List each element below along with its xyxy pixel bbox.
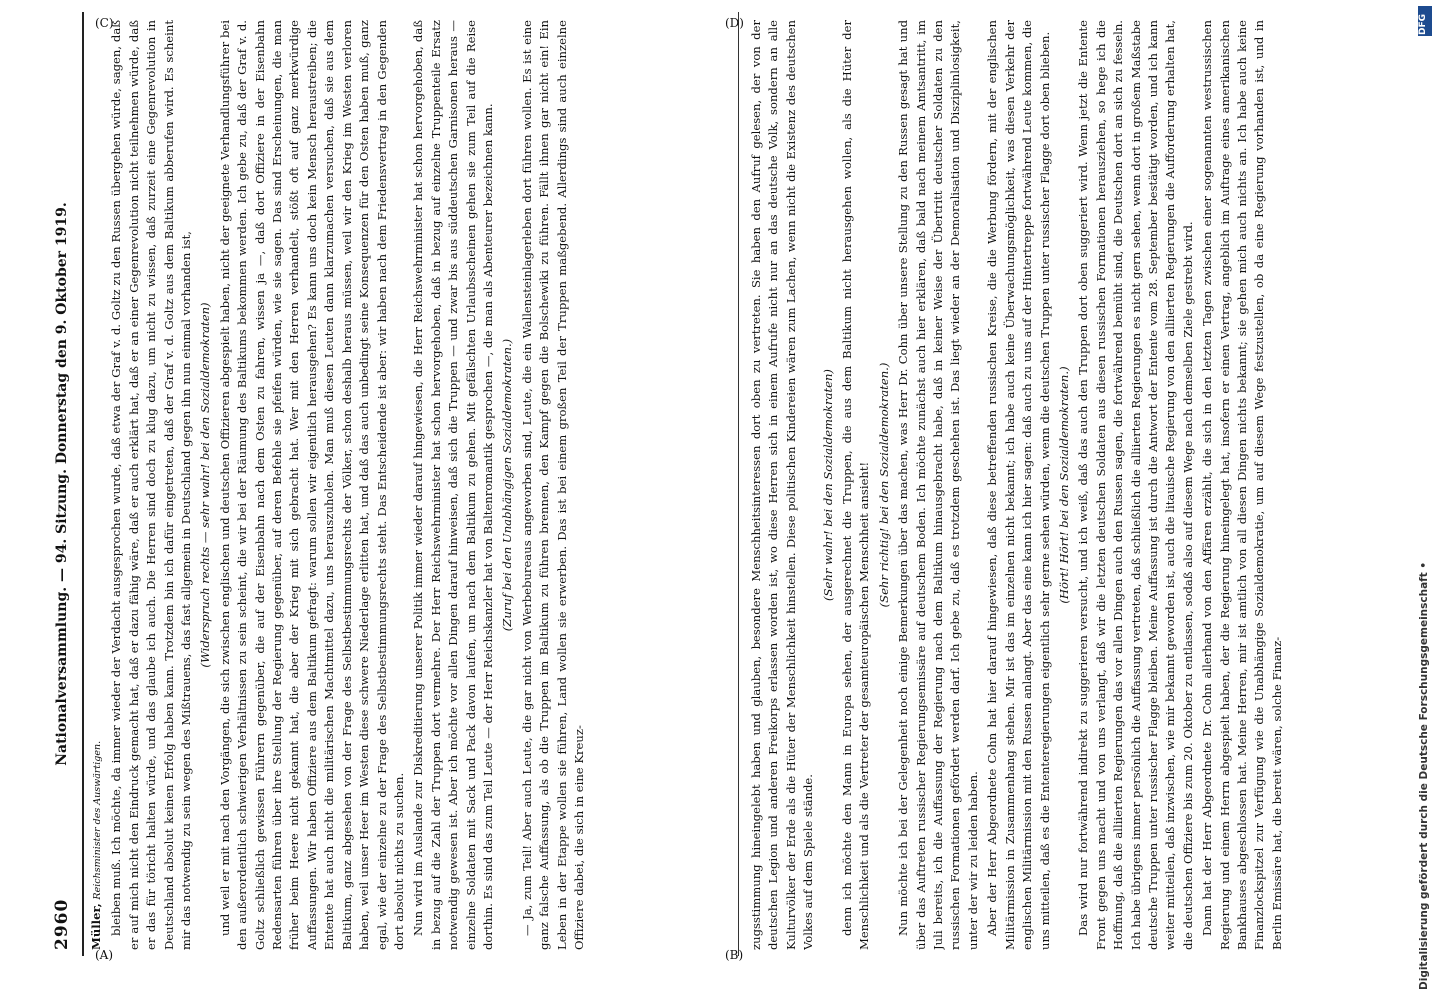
paragraph: denn ich möchte den Mann in Europa sehen, der ausgerechnet die Truppen, die aus dem Baltikum nicht herausgehen wollen, als die Hüter der Menschlichkeit und als die Vertreter der gesamteuropäischen Menschheit ansieht! [840, 20, 872, 950]
interjection: (Sehr wahr! bei den Sozialdemokraten) [820, 369, 835, 601]
margin-marker-c: (C) [95, 16, 114, 30]
speaker-line [88, 20, 106, 950]
paragraph: Nun wird im Auslande zur Diskreditierung unserer Politik immer wieder darauf hingewiesen, die Herr Reichswehrminister hat schon hervorgehoben, daß in bezug auf die Zahl der Truppen dort vermehre. Der Herr Reichswehrminister hat schon hervorgehoben, daß in bezug auf einzelne Truppenteile Ersatz notwendig gewesen ist. Aber ich möchte vor allen Dingen darauf hinweisen, daß sich die Truppen — und zwar bis aus süddeutschen Garnisonen heraus — einzelne Soldaten mit Sack und Pack davon laufen, um nach dem Baltikum zu gehen. Mit gefälschten Urlaubsscheinen gehen sie zum Teil auf die Reise dorthin. Es sind das zum Teil Leute — der Herr Reichskanzler hat von Baltenromantik gesprochen —, die man als Abenteurer bezeichnen kann. [411, 20, 495, 950]
margin-marker-b: (B) [725, 948, 744, 962]
dfg-logo [1418, 6, 1432, 36]
dfg-logo-text: DFG [1418, 13, 1428, 35]
left-column [88, 20, 728, 950]
margin-marker-a: (A) [95, 948, 114, 962]
interjection: (Hört! Hört! bei den Sozialdemokraten.) [1056, 366, 1071, 604]
digitization-sidebar [1416, 0, 1434, 1000]
digitization-credit: Digitalisierung gefördert durch die Deutsche Forschungsgemeinschaft • [1418, 561, 1430, 990]
paragraph: Dann hat der Herr Abgeordnete Dr. Cohn allerhand von den Affären erzählt, die sich in den letzten Tagen zwischen einer sogenannten westrussischen Regierung und einem Herrn abgespielt haben, der die Regierung hineingelegt hat, insofern er einen Vertrag, angeblich im Auftrage eines amerikanischen Bankhauses abgeschlossen hat. Meine Herren, mir ist amtlich von all diesen Dingen nichts bekannt; sie gehen mich auch nichts an. Ich habe auch keine Finanzlockspitzel zur Verfügung wie die Unabhängige Sozialdemokratie, um auf diesem Wege festzustellen, ob da eine Regierung vorhanden ist, und in Berlin Emissäre hat, die bereit wären, solche Finanz- [1200, 20, 1284, 950]
speaker-name: Müller, [89, 903, 103, 950]
page-number: 2960 [52, 898, 72, 950]
interjection: (Zuruf bei den Unabhängigen Sozialdemokraten.) [500, 338, 515, 632]
paragraph: — Ja, zum Teil! Aber auch Leute, die gar nicht von Werbebureaus angeworben sind, Leute, die ein Wallensteinlagerleben dort führen wollen. Es ist eine ganz falsche Auffassung, als ob die Truppen im Baltikum zu führen brennen, den Kampf gegen die Bolschewiki zu führen. Fällt ihnen gar nicht ein! Ein Leben in der Etappe wollen sie führen, Land wollen sie erwerben. Das ist bei einem großen Teil der Truppen maßgebend. Allerdings sind auch einzelne Offiziere dabei, die sich in eine Kreuz- [519, 20, 586, 950]
paragraph: Aber der Herr Abgeordnete Cohn hat hier darauf hingewiesen, daß diese betreffenden russischen Kreise, die die Werbung fördern, mit der englischen Militärmission in Zusammenhang stehen. Mir ist das im einzelnen nicht bekannt; ich habe auch keine Überwachungsmöglichkeit, was diesen Verkehr der englischen Militärmission mit den Russen anlangt. Aber das eine kann ich hier sagen: daß auch zu uns auf der Hintertreppe fortwährend Leute kommen, die uns mitteilen, daß es die Ententeregierungen eigentlich sehr gerne sehen würden, wenn die deutschen Truppen unter russischer Flagge dort oben blieben. [985, 20, 1052, 950]
page-header [48, 12, 84, 956]
rotated-page [48, 12, 1408, 956]
interjection: (Widerspruch rechts — sehr wahr! bei den Sozialdemokraten) [198, 302, 213, 668]
column-divider [738, 12, 739, 956]
paragraph: zugsstimmung hineingelebt haben und glauben, besondere Menschheitsinteressen dort oben zu vertreten. Sie haben den Aufruf gelesen, der von der deutschen Legion und anderen Freikorps erlassen worden ist, wo diese Herren sich in einem Aufrufe nicht nur an das deutsche Volk, sondern an alle Kulturvölker der Erde als die Hüter der Menschlichkeit hinstellen. Diese politischen Kindereien wären zum Lachen, wenn nicht die Existenz des deutschen Volkes auf dem Spiele stände. [749, 20, 816, 950]
margin-marker-d: (D) [725, 16, 744, 30]
speaker-role: Reichsminister des Auswärtigen. [92, 740, 103, 900]
paragraph: und weil er mit nach den Vorgängen, die sich zwischen englischen und deutschen Offizieren abgespielt haben, nicht der geeignete Verhandlungsführer bei den außerordentlich schwierigen Verhältnissen zu sein scheint, die wir bei der Räumung des Baltikums bekommen werden. Ich gebe zu, daß der Graf v. d. Goltz schließlich gewissen Führern gegenüber, die auf der Eisenbahn nach dem Osten zu fahren, wissen ja —, daß dort Offiziere in der Eisenbahn Redensarten führen über ihre Stellung der Regierung gegenüber, auf deren Befehle sie pfeifen würden, wie sie sagen. Das sind Erscheinungen, die man früher beim Heere nicht gekannt hat, die aber der Krieg mit sich gebracht hat. Wer mit den Herren verhandelt, stößt oft auf ganz merkwürdige Auffassungen. Wir haben Offiziere aus dem Baltikum gefragt: warum sollen wir eigentlich herausgehen? Es kann uns doch kein Mensch heraustreiben; die Entente hat auch nicht die militärischen Machtmittel dazu, uns herauszuholen. Man muß diesen Leuten dann klarzumachen versuchen, daß sie aus dem Baltikum, ganz abgesehen von der Frage des Selbstbestimmungsrechts der Völker, schon deshalb heraus müssen, weil wir den Krieg im Westen verloren haben, weil unser Heer im Westen diese schwere Niederlage erlitten hat, und daß das auch unbedingt seine Konsequenzen für den Osten haben muß, ganz egal, wie der einzelne zu der Frage des Selbstbestimmungsrechts steht. Das Entscheidende ist aber: wir haben nach dem Friedensvertrag in den Gegenden dort absolut nichts zu suchen. [217, 20, 406, 950]
paragraph: bleiben muß. Ich möchte, da immer wieder der Verdacht ausgesprochen wurde, daß etwa der Graf v. d. Goltz zu den Russen übergehen würde, sagen, daß er auf mich nicht den Eindruck gemacht hat, daß er dazu fähig wäre, daß er auch erklärt hat, daß er an einer Gegenrevolution nicht teilnehmen würde, daß er das für töricht halten würde, und das glaube ich auch. Die Herren sind doch zu klug dazu, um nicht zu wissen, daß zurzeit eine Gegenrevolution in Deutschland absolut keinen Erfolg haben kann. Trotzdem bin ich dafür eingetreten, daß der Graf v. d. Goltz aus dem Baltikum abberufen wird. Es scheint mir das notwendig zu sein wegen des Mißtrauens, das fast allgemein in Deutschland gegen ihn nun einmal vorhanden ist, [109, 20, 194, 950]
paragraph: Nun möchte ich bei der Gelegenheit noch einige Bemerkungen über das machen, was Herr Dr. Cohn über unsere Stellung zu den Russen gesagt hat und über das Auftreten russischer Regierungsemissäre auf deutschem Boden. Ich möchte zunächst auch hier erklären, daß bald nach meinem Amtsantritt, im Juli bereits, ich die Auffassung der Regierung nach dem Baltikum hinausgebracht habe, daß in keiner Weise der Übertritt deutscher Soldaten zu den russischen Formationen gefördert werden darf. Ich gebe zu, daß es trotzdem geschehen ist. Das liegt wieder an der Demoralisation und Disziplinlosigkeit, unter der wir zu leiden haben. [896, 20, 980, 950]
page-title: Nationalversammlung. — 94. Sitzung. Donnerstag den 9. Oktober 1919. [54, 202, 70, 766]
interjection: (Sehr richtig! bei den Sozialdemokraten.) [876, 362, 891, 608]
right-column [748, 20, 1398, 950]
paragraph: Das wird nur fortwährend indirekt zu suggerieren versucht, und ich weiß, daß das auch den Truppen dort oben suggeriert wird. Wenn jetzt die Entente Front gegen uns macht und von uns verlangt, daß wir die letzten deutschen Soldaten aus diesen russischen Formationen herausziehen, so hege ich die Hoffnung, daß die alliierten Regierungen das vor allen Dingen auch den Russen sagen, die fortwährend bemüht sind, die Deutschen dort an sich zu fesseln. Ich habe übrigens immer persönlich die Auffassung vertreten, daß schließlich die alliierten Regierungen es nicht gern sehen, wenn dort in großem Maßstabe deutsche Truppen unter russischer Flagge bleiben. Meine Auffassung ist durch die Antwort der Entente vom 28. September bestätigt worden, und ich kann weiter mitteilen, daß inzwischen, wie mir bekannt geworden ist, auch die litauische Regierung von den alliierten Regierungen die Aufforderung erhalten hat, die deutschen Offiziere bis zum 20. Oktober zu entlassen, sodaß also auf diesem Wege nach demselben Ziele gestrebt wird. [1076, 20, 1195, 950]
